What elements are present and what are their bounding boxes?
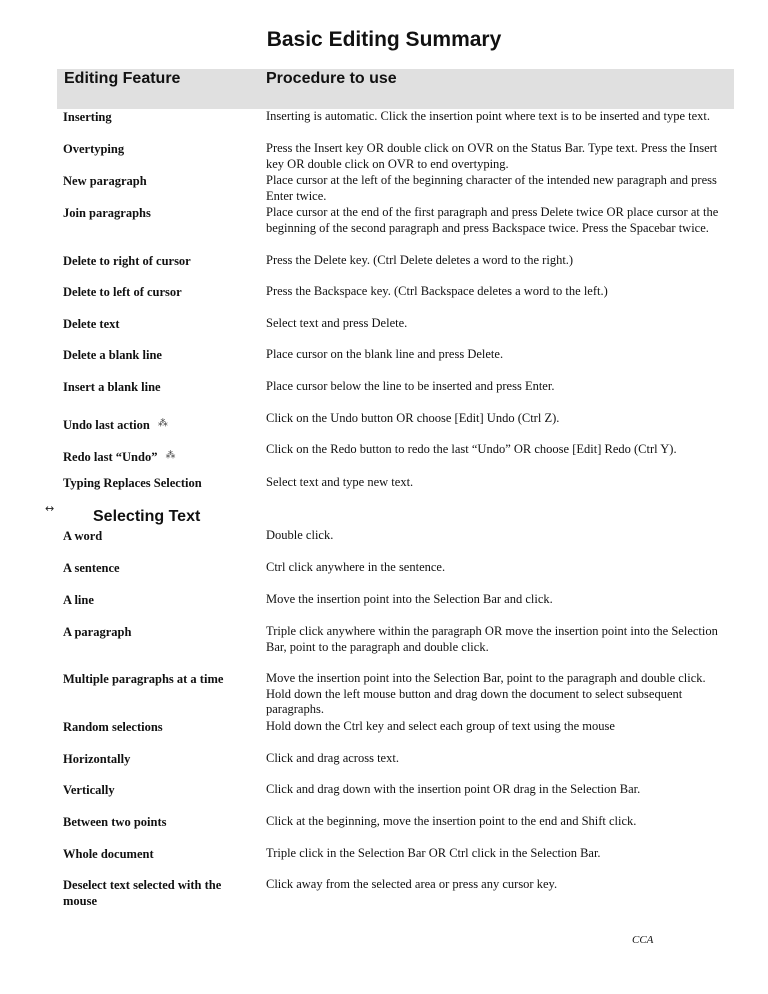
procedure-cell: Triple click in the Selection Bar OR Ctrl click in the Selection Bar. <box>266 846 601 860</box>
procedure-cell: Place cursor on the blank line and press Delete. <box>266 347 504 361</box>
procedure-cell: Triple click anywhere within the paragraph OR move the insertion point into the Selection Bar, point to the paragraph and double click. <box>266 624 718 654</box>
procedure-cell: Click at the beginning, move the insertion point to the end and Shift click. <box>266 814 637 828</box>
feature-cell: Between two points <box>63 815 167 829</box>
procedure-cell: Click and drag down with the insertion point OR drag in the Selection Bar. <box>266 782 641 796</box>
feature-label: Redo last “Undo” <box>63 450 158 464</box>
procedure-cell: Click away from the selected area or press any cursor key. <box>266 877 558 891</box>
footer-initials: CCA <box>632 934 654 946</box>
table-header <box>57 69 734 109</box>
procedure-cell: Click on the Undo button OR choose [Edit] Undo (Ctrl Z). <box>266 411 560 425</box>
feature-cell: Delete to left of cursor <box>63 285 182 299</box>
feature-cell: Join paragraphs <box>63 206 151 220</box>
procedure-cell: Ctrl click anywhere in the sentence. <box>266 560 446 574</box>
feature-cell: Delete to right of cursor <box>63 254 191 268</box>
procedure-cell: Click on the Redo button to redo the last “Undo” OR choose [Edit] Redo (Ctrl Y). <box>266 442 677 456</box>
header-editing-feature: Editing Feature <box>64 70 181 87</box>
feature-cell: A sentence <box>63 561 120 575</box>
header-procedure: Procedure to use <box>266 70 397 87</box>
feature-cell: Deselect text selected with the mouse <box>63 878 222 908</box>
procedure-cell: Click and drag across text. <box>266 751 399 765</box>
feature-cell: A word <box>63 529 103 543</box>
feature-cell: A line <box>63 593 94 607</box>
feature-cell <box>63 448 258 465</box>
feature-cell: Delete a blank line <box>63 348 162 362</box>
double-arrow-icon: ↔ <box>45 502 55 515</box>
procedure-cell: Press the Delete key. (Ctrl Delete deletes a word to the right.) <box>266 253 574 267</box>
procedure-cell: Move the insertion point into the Selection Bar, point to the paragraph and double click. Hold down the left mouse button and drag down the document to select subsequent paragraphs. <box>266 671 706 716</box>
feature-cell: Random selections <box>63 720 163 734</box>
undo-toolbar-icon: ⁂ <box>157 418 168 429</box>
procedure-cell: Place cursor below the line to be inserted and press Enter. <box>266 379 555 393</box>
procedure-cell: Select text and press Delete. <box>266 316 408 330</box>
procedure-cell: Double click. <box>266 528 334 542</box>
feature-cell: Overtyping <box>63 142 125 156</box>
redo-toolbar-icon: ⁂ <box>165 450 176 461</box>
procedure-cell: Place cursor at the end of the first paragraph and press Delete twice OR place cursor at the beginning of the second paragraph and press Backspace twice. Press the Spacebar twice. <box>266 205 719 235</box>
procedure-cell: Place cursor at the left of the beginning character of the intended new paragraph and press Enter twice. <box>266 173 717 203</box>
procedure-cell: Hold down the Ctrl key and select each group of text using the mouse <box>266 719 615 733</box>
feature-cell: Multiple paragraphs at a time <box>63 672 224 686</box>
feature-cell: Insert a blank line <box>63 380 161 394</box>
feature-cell: Delete text <box>63 317 120 331</box>
page-title: Basic Editing Summary <box>266 28 502 51</box>
feature-cell: Typing Replaces Selection <box>63 476 202 490</box>
feature-cell <box>63 416 258 433</box>
feature-cell: Inserting <box>63 110 112 124</box>
feature-cell: New paragraph <box>63 174 147 188</box>
procedure-cell: Press the Insert key OR double click on OVR on the Status Bar. Type text. Press the Insert key OR double click on OVR to end overtyping. <box>266 141 718 171</box>
feature-label: Undo last action <box>63 418 150 432</box>
feature-cell: Horizontally <box>63 752 131 766</box>
procedure-cell: Select text and type new text. <box>266 475 414 489</box>
section-title-selecting-text: Selecting Text <box>93 508 201 525</box>
procedure-cell: Inserting is automatic. Click the insertion point where text is to be inserted and type text. <box>266 109 710 123</box>
feature-cell: A paragraph <box>63 625 132 639</box>
procedure-cell: Press the Backspace key. (Ctrl Backspace deletes a word to the left.) <box>266 284 608 298</box>
feature-cell: Whole document <box>63 847 154 861</box>
procedure-cell: Move the insertion point into the Selection Bar and click. <box>266 592 553 606</box>
feature-cell: Vertically <box>63 783 115 797</box>
